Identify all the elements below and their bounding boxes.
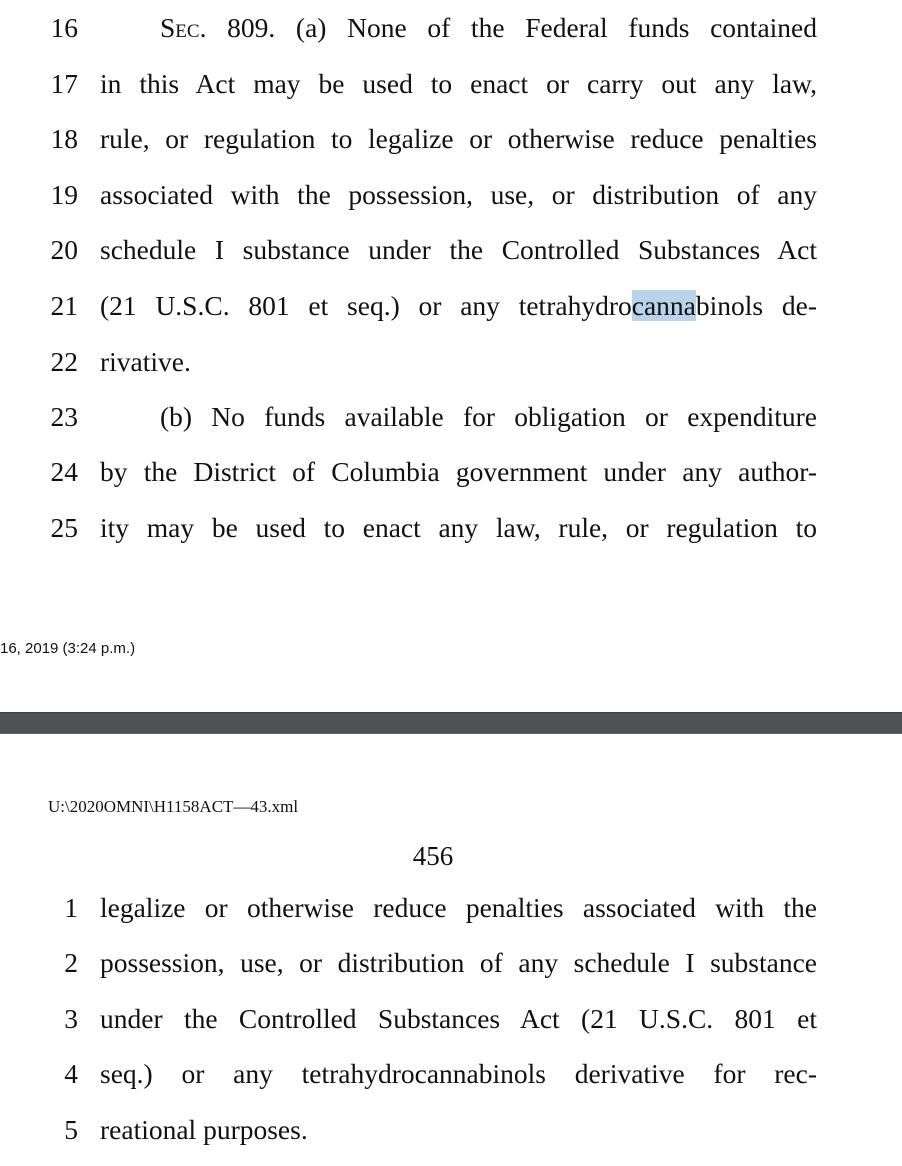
line-text: legalize or otherwise reduce penalties associated with the [100,892,817,923]
line-text: under the Controlled Substances Act (21 U.S.C. 801 et [100,1003,817,1034]
line-text: (b) No funds available for obligation or expenditure [160,401,817,432]
line-text: rule, or regulation to legalize or otherwise reduce penalties [100,123,817,154]
line-text: possession, use, or distribution of any schedule I substance [100,947,817,978]
line-text: schedule I substance under the Controlled Substances Act [100,234,817,265]
line-3 [0,997,902,1041]
line-2 [0,941,902,985]
line-text: (21 U.S.C. 801 et seq.) or any tetrahydrocannabinols de- [100,290,817,321]
line-18 [0,117,902,161]
line-number: 5 [64,1114,78,1145]
text-selection-highlight[interactable]: canna [631,290,696,321]
line-number: 16 [50,12,78,43]
line-text: reational purposes. [100,1114,308,1145]
line-number: 19 [50,179,78,210]
line-number: 23 [50,401,78,432]
line-text: seq.) or any tetrahydrocannabinols derivative for rec- [100,1058,817,1089]
line-text: associated with the possession, use, or distribution of any [100,179,817,210]
line-16 [0,6,902,50]
line-text: by the District of Columbia government under any author- [100,456,817,487]
line-text: rivative. [100,346,191,377]
line-text: in this Act may be used to enact or carry out any law, [100,68,817,99]
page-footer-date: 16, 2019 (3:24 p.m.) [0,640,136,657]
line-text: Sec. 809. (a) None of the Federal funds contained [160,12,817,43]
line-23 [0,395,902,439]
page-number: 456 [412,841,454,871]
line-number: 18 [50,123,78,154]
line-4 [0,1052,902,1096]
line-20 [0,228,902,272]
line-number: 4 [64,1058,78,1089]
page-separator [0,712,902,734]
line-number: 2 [64,947,78,978]
line-number: 25 [50,512,78,543]
line-number: 21 [50,290,78,321]
line-number: 3 [64,1003,78,1034]
line-5 [0,1108,902,1152]
section-label: Sec. [160,12,207,43]
line-22 [0,340,902,384]
line-25 [0,506,902,550]
line-number: 17 [50,68,78,99]
line-number: 20 [50,234,78,265]
line-text: ity may be used to enact any law, rule, or regulation to [100,512,817,543]
line-number: 22 [50,346,78,377]
line-21 [0,284,902,328]
line-number: 24 [50,456,78,487]
line-1 [0,886,902,930]
line-17 [0,62,902,106]
file-path-header: U:\2020OMNI\H1158ACT—43.xml [48,797,299,816]
line-24 [0,450,902,494]
line-19 [0,173,902,217]
line-number: 1 [64,892,78,923]
